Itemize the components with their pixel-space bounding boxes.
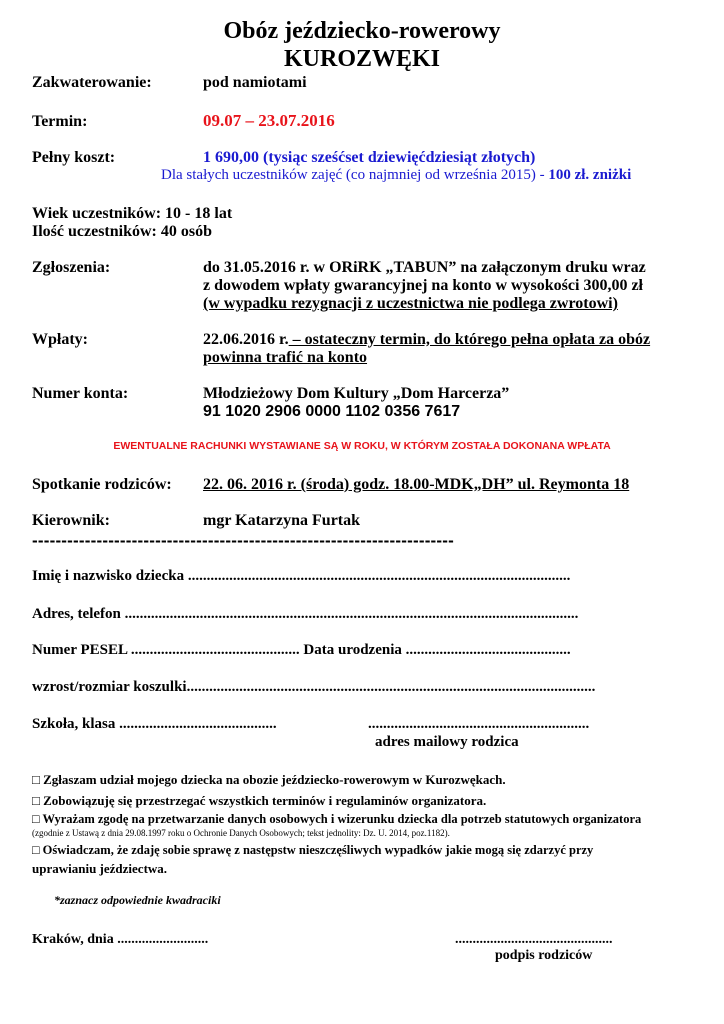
- cost-label: Pełny koszt:: [32, 149, 116, 166]
- invoice-notice: EWENTUALNE RACHUNKI WYSTAWIANE SĄ W ROKU, W KTÓRYM ZOSTAŁA DOKONANA WPŁATA: [113, 440, 611, 452]
- page-title: Obóz jeździecko-rowerowy: [223, 18, 501, 44]
- child-name-field[interactable]: Imię i nazwisko dziecka ......................................................................................................: [32, 568, 571, 584]
- manager-label: Kierownik:: [32, 512, 110, 529]
- signature-field[interactable]: .............................................: [455, 932, 613, 947]
- payments-label: Wpłaty:: [32, 331, 88, 348]
- payments-line1: [203, 331, 650, 349]
- parent-email-caption: adres mailowy rodzica: [375, 734, 519, 750]
- mark-note: *zaznacz odpowiednie kwadraciki: [54, 893, 221, 907]
- meeting-label: Spotkanie rodziców:: [32, 476, 172, 493]
- payments-date: 22.06.2016 r.: [203, 331, 289, 348]
- accommodation-value: pod namiotami: [203, 74, 307, 91]
- parent-email-field[interactable]: ...........................................................: [368, 716, 590, 732]
- cost-value: 1 690,00 (tysiąc sześćset dziewięćdziesiąt złotych): [203, 149, 536, 166]
- consent-checkbox-rules[interactable]: □ Zobowiązuję się przestrzegać wszystkich terminów i regulaminów organizatora.: [32, 793, 487, 808]
- consent-checkbox-participation[interactable]: □ Zgłaszam udział mojego dziecka na obozie jeździecko-rowerowym w Kurozwękach.: [32, 772, 506, 787]
- manager-value: mgr Katarzyna Furtak: [203, 512, 361, 529]
- page-subtitle: KUROZWĘKI: [283, 46, 441, 72]
- applications-line2: z dowodem wpłaty gwarancyjnej na konto w wysokości 300,00 zł: [203, 277, 643, 294]
- consent-checkbox-data-processing[interactable]: □ Wyrażam zgodę na przetwarzanie danych osobowych i wizerunku dziecka dla potrzeb statutowych organizatora: [32, 812, 642, 826]
- term-label: Termin:: [32, 113, 88, 130]
- accommodation-label: Zakwaterowanie:: [32, 74, 152, 91]
- consent-accidents-line2: uprawianiu jeździectwa.: [32, 861, 168, 876]
- count-line: Ilość uczestników: 40 osób: [32, 223, 213, 240]
- cost-discount: [161, 167, 631, 184]
- applications-line1: do 31.05.2016 r. w ORiRK „TABUN” na załączonym druku wraz: [203, 259, 646, 276]
- shirt-size-field[interactable]: wzrost/rozmiar koszulki.............................................................................................................: [32, 679, 596, 695]
- age-line: Wiek uczestników: 10 - 18 lat: [32, 205, 233, 222]
- consent-data-note: (zgodnie z Ustawą z dnia 29.08.1997 roku o Ochronie Danych Osobowych; tekst jednolity: Dz. U. 2014, poz.1182).: [32, 828, 450, 838]
- payments-line2: powinna trafić na konto: [203, 349, 368, 366]
- place-date-field[interactable]: Kraków, dnia ..........................: [32, 932, 209, 947]
- address-phone-field[interactable]: Adres, telefon .........................................................................................................................: [32, 606, 579, 622]
- consent-checkbox-accidents[interactable]: □ Oświadczam, że zdaję sobie sprawę z następstw nieszczęśliwych wypadków jakie mogą się zdarzyć przy: [32, 843, 594, 857]
- school-class-field[interactable]: Szkoła, klasa ..........................................: [32, 716, 277, 732]
- cost-discount-text: Dla stałych uczestników zajęć (co najmniej od września 2015) -: [161, 167, 545, 183]
- applications-line3: (w wypadku rezygnacji z uczestnictwa nie podlega zwrotowi): [203, 295, 618, 312]
- cost-discount-amount: 100 zł. zniżki: [548, 167, 632, 183]
- payments-line1-rest: – ostateczny termin, do którego pełna opłata za obóz: [288, 331, 651, 348]
- meeting-value: 22. 06. 2016 r. (środa) godz. 18.00-MDK„DH” ul. Reymonta 18: [203, 476, 630, 493]
- applications-label: Zgłoszenia:: [32, 259, 111, 276]
- signature-caption: podpis rodziców: [495, 948, 593, 963]
- account-number: 91 1020 2906 0000 1102 0356 7617: [203, 403, 461, 420]
- account-label: Numer konta:: [32, 385, 129, 402]
- account-holder: Młodzieżowy Dom Kultury „Dom Harcerza”: [203, 385, 510, 402]
- pesel-birthdate-field[interactable]: Numer PESEL ............................................. Data urodzenia ............................................: [32, 642, 571, 658]
- cut-line-separator: ------------------------------------------------------------------------: [32, 531, 455, 550]
- term-value: 09.07 – 23.07.2016: [203, 111, 335, 130]
